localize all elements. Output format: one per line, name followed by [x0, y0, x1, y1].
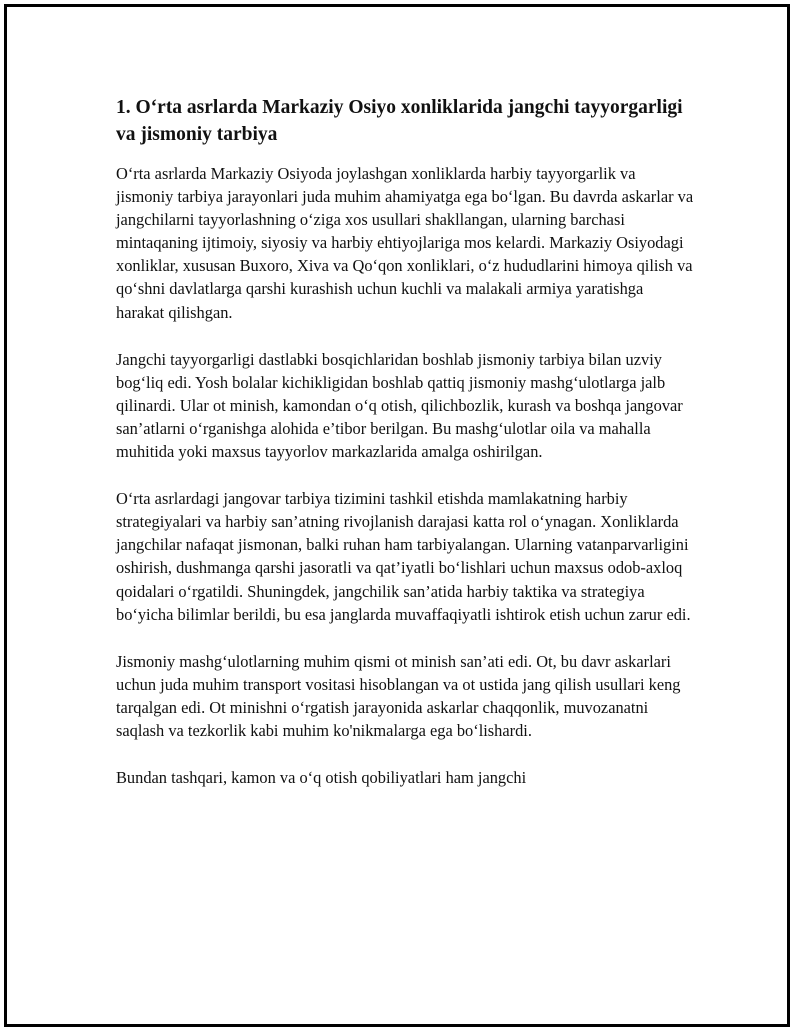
paragraph-1: O‘rta asrlarda Markaziy Osiyoda joylashgan xonliklarda harbiy tayyorgarlik va jismoniy tarbiya jarayonlari juda muhim ahamiyatga ega bo‘lgan. Bu davrda askarlar va jangchilarni tayyorlashning o‘ziga xos usullari shakllangan, ularning barchasi mintaqaning ijtimoiy, siyosiy va harbiy ehtiyojlariga mos kelardi. Markaziy Osiyodagi xonliklar, xususan Buxoro, Xiva va Qo‘qon xonliklari, o‘z hududlarini himoya qilish va qo‘shni davlatlarga qarshi kurashish uchun kuchli va malakali armiya yaratishga harakat qilishgan. — [116, 164, 694, 322]
section-heading: 1. O‘rta asrlarda Markaziy Osiyo xonliklarida jangchi tayyorgarligi va jismoniy tarbiya — [116, 97, 683, 145]
paragraph-3: O‘rta asrlardagi jangovar tarbiya tizimini tashkil etishda mamlakatning harbiy strategiyalari va harbiy san’atning rivojlanish darajasi katta rol o‘ynagan. Xonliklarda jangchilar nafaqat jismonan, balki ruhan ham tarbiyalangan. Ularning vatanparvarligini oshirish, dushmanga qarshi jasoratli va qat’iyatli bo‘lishlari uchun maxsus odob-axloq qoidalari o‘rgatildi. Shuningdek, jangchilik san’atida harbiy taktika va strategiya bo‘yicha bilimlar berildi, bu esa janglarda muvaffaqiyatli ishtirok etish uchun zarur edi. — [116, 489, 691, 624]
document-body — [116, 94, 694, 813]
paragraph-2: Jangchi tayyorgarligi dastlabki bosqichlaridan boshlab jismoniy tarbiya bilan uzviy bog‘liq edi. Yosh bolalar kichikligidan boshlab qattiq jismoniy mashg‘ulotlarga jalb qilinardi. Ular ot minish, kamondan o‘q otish, qilichbozlik, kurash va boshqa jangovar san’atlarni o‘rganishga alohida e’tibor berilgan. Bu mashg‘ulotlar oila va mahalla muhitida yoki maxsus tayyorlov markazlarida amalga oshirilgan. — [116, 349, 683, 462]
paragraph-5: Bundan tashqari, kamon va o‘q otish qobiliyatlari ham jangchi — [116, 768, 527, 788]
paragraph-4: Jismoniy mashg‘ulotlarning muhim qismi ot minish san’ati edi. Ot, bu davr askarlari uchun juda muhim transport vositasi hisoblangan va ot ustida jang qilish usullari keng tarqalgan edi. Ot minishni o‘rgatish jarayonida askarlar chaqqonlik, muvozanatni saqlash va tezkorlik kabi muhim ko'nikmalarga ega bo‘lishardi. — [116, 651, 681, 740]
